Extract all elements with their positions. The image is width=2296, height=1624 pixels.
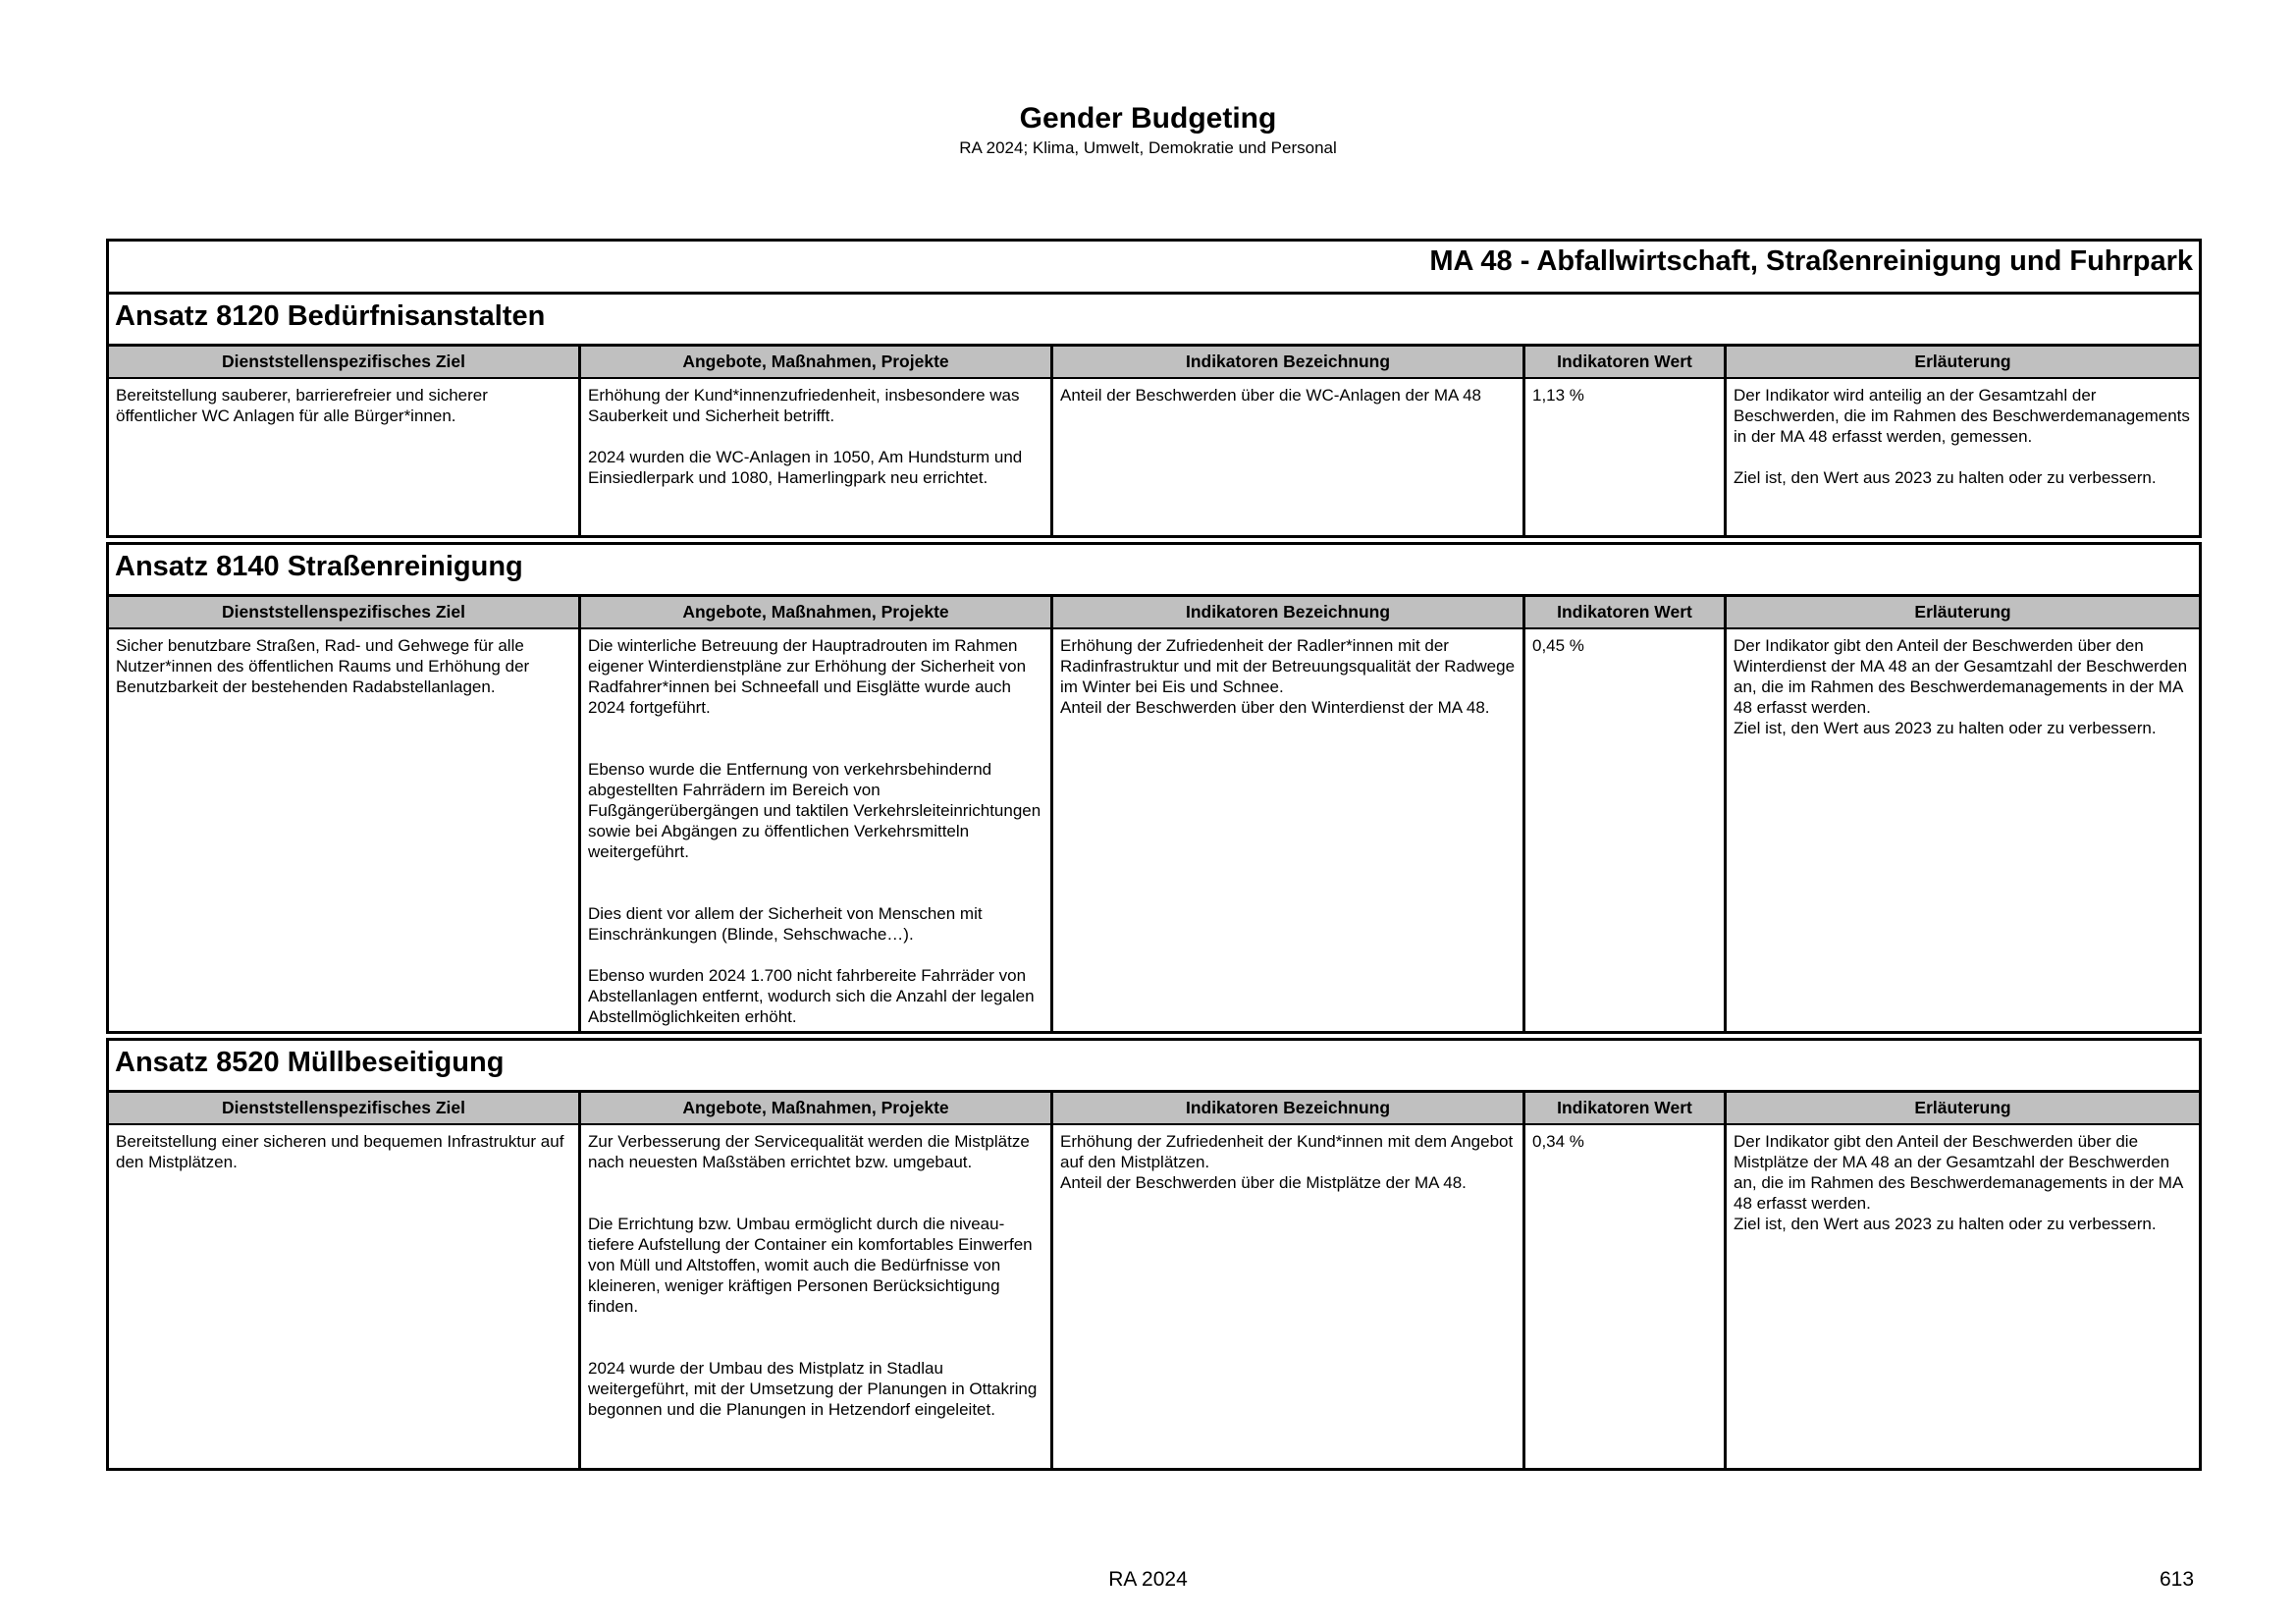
ziel-cell: Bereitstellung sauberer, barrierefreier und sicherer öffentlicher WC Anlagen für alle Bürger*innen. [108,378,580,537]
massnahmen-cell: Die winterliche Betreuung der Hauptradrouten im Rahmen eigener Winterdienstpläne zur Erhöhung der Sicherheit von Radfahrer*innen bei Schneefall und Eisglätte wurde auch 2024 fortgeführt. Ebenso wurde die Entfernung von verkehrsbehindernd abgestellten Fahrrädern im Bereich von Fußgängerübergängen und taktilen Verkehrsleiteinrichtungen sowie bei Abgängen zu öffentlichen Verkehrsmitteln weitergeführt. Dies dient vor allem der Sicherheit von Menschen mit Einschränkungen (Blinde, Sehschwache…). Ebenso wurden 2024 1.700 nicht fahrbereite Fahrräder von Abstellanlagen entfernt, wodurch sich die Anzahl der legalen Abstellmöglichkeiten erhöht. [580,628,1052,1033]
indikator-bezeichnung-cell: Erhöhung der Zufriedenheit der Radler*innen mit der Radinfrastruktur und mit der Betreuungsqualität der Radwege im Winter bei Eis und Schnee. Anteil der Beschwerden über den Winterdienst der MA 48. [1052,628,1524,1033]
column-header-massnahmen: Angebote, Maßnahmen, Projekte [580,346,1052,379]
table-row [108,628,2201,1033]
column-header-indikator-bezeichnung: Indikatoren Bezeichnung [1052,1092,1524,1125]
column-header-ziel: Dienststellenspezifisches Ziel [108,346,580,379]
ziel-cell: Sicher benutzbare Straßen, Rad- und Gehwege für alle Nutzer*innen des öffentlichen Raums und Erhöhung der Benutzbarkeit der bestehenden Radabstellanlagen. [108,628,580,1033]
footer-report-label: RA 2024 [1108,1568,1188,1591]
column-header-indikator-wert: Indikatoren Wert [1524,346,1726,379]
column-header-indikator-wert: Indikatoren Wert [1524,1092,1726,1125]
department-heading: MA 48 - Abfallwirtschaft, Straßenreinigung und Fuhrpark [108,241,2201,294]
table-row [108,378,2201,537]
page-subtitle: RA 2024; Klima, Umwelt, Demokratie und Personal [959,138,1337,157]
column-header-ziel: Dienststellenspezifisches Ziel [108,596,580,629]
column-header-indikator-wert: Indikatoren Wert [1524,596,1726,629]
indikator-bezeichnung-cell: Anteil der Beschwerden über die WC-Anlagen der MA 48 [1052,378,1524,537]
erlaeuterung-cell: Der Indikator gibt den Anteil der Beschwerden über den Winterdienst der MA 48 an der Gesamtzahl der Beschwerden an, die im Rahmen des Beschwerdemanagements in der MA 48 erfasst werden. Ziel ist, den Wert aus 2023 zu halten oder zu verbessern. [1726,628,2201,1033]
indikator-wert-cell: 0,34 % [1524,1124,1726,1470]
column-header-erlaeuterung: Erläuterung [1726,346,2201,379]
massnahmen-cell: Zur Verbesserung der Servicequalität werden die Mistplätze nach neuesten Maßstäben errichtet bzw. umgebaut. Die Errichtung bzw. Umbau ermöglicht durch die niveau-tiefere Aufstellung der Container ein komfortables Einwerfen von Müll und Altstoffen, womit auch die Bedürfnisse von kleineren, weniger kräftigen Personen Berücksichtigung finden. 2024 wurde der Umbau des Mistplatz in Stadlau weitergeführt, mit der Umsetzung der Planungen in Ottakring begonnen und die Planungen in Hetzendorf eingeleitet. [580,1124,1052,1470]
erlaeuterung-cell: Der Indikator wird anteilig an der Gesamtzahl der Beschwerden, die im Rahmen des Beschwerdemanagements in der MA 48 erfasst werden, gemessen. Ziel ist, den Wert aus 2023 zu halten oder zu verbessern. [1726,378,2201,537]
column-header-indikator-bezeichnung: Indikatoren Bezeichnung [1052,346,1524,379]
column-header-massnahmen: Angebote, Maßnahmen, Projekte [580,596,1052,629]
erlaeuterung-cell: Der Indikator gibt den Anteil der Beschwerden über die Mistplätze der MA 48 an der Gesamtzahl der Beschwerden an, die im Rahmen des Beschwerdemanagements in der MA 48 erfasst werden. Ziel ist, den Wert aus 2023 zu halten oder zu verbessern. [1726,1124,2201,1470]
massnahmen-cell: Erhöhung der Kund*innenzufriedenheit, insbesondere was Sauberkeit und Sicherheit betrifft. 2024 wurden die WC-Anlagen in 1050, Am Hundsturm und Einsiedlerpark und 1080, Hamerlingpark neu errichtet. [580,378,1052,537]
page-title: Gender Budgeting [1019,102,1277,135]
table-row [108,1124,2201,1470]
page-number: 613 [2160,1568,2195,1591]
column-header-massnahmen: Angebote, Maßnahmen, Projekte [580,1092,1052,1125]
section-title: Ansatz 8120 Bedürfnisanstalten [108,294,2201,346]
column-header-ziel: Dienststellenspezifisches Ziel [108,1092,580,1125]
ziel-cell: Bereitstellung einer sicheren und bequemen Infrastruktur auf den Mistplätzen. [108,1124,580,1470]
indikator-wert-cell: 1,13 % [1524,378,1726,537]
column-header-erlaeuterung: Erläuterung [1726,596,2201,629]
column-header-erlaeuterung: Erläuterung [1726,1092,2201,1125]
section-title: Ansatz 8520 Müllbeseitigung [108,1040,2201,1092]
section-title: Ansatz 8140 Straßenreinigung [108,544,2201,596]
indikator-bezeichnung-cell: Erhöhung der Zufriedenheit der Kund*innen mit dem Angebot auf den Mistplätzen. Anteil der Beschwerden über die Mistplätze der MA 48. [1052,1124,1524,1470]
indikator-wert-cell: 0,45 % [1524,628,1726,1033]
gender-budgeting-table [106,239,2202,1471]
column-header-indikator-bezeichnung: Indikatoren Bezeichnung [1052,596,1524,629]
